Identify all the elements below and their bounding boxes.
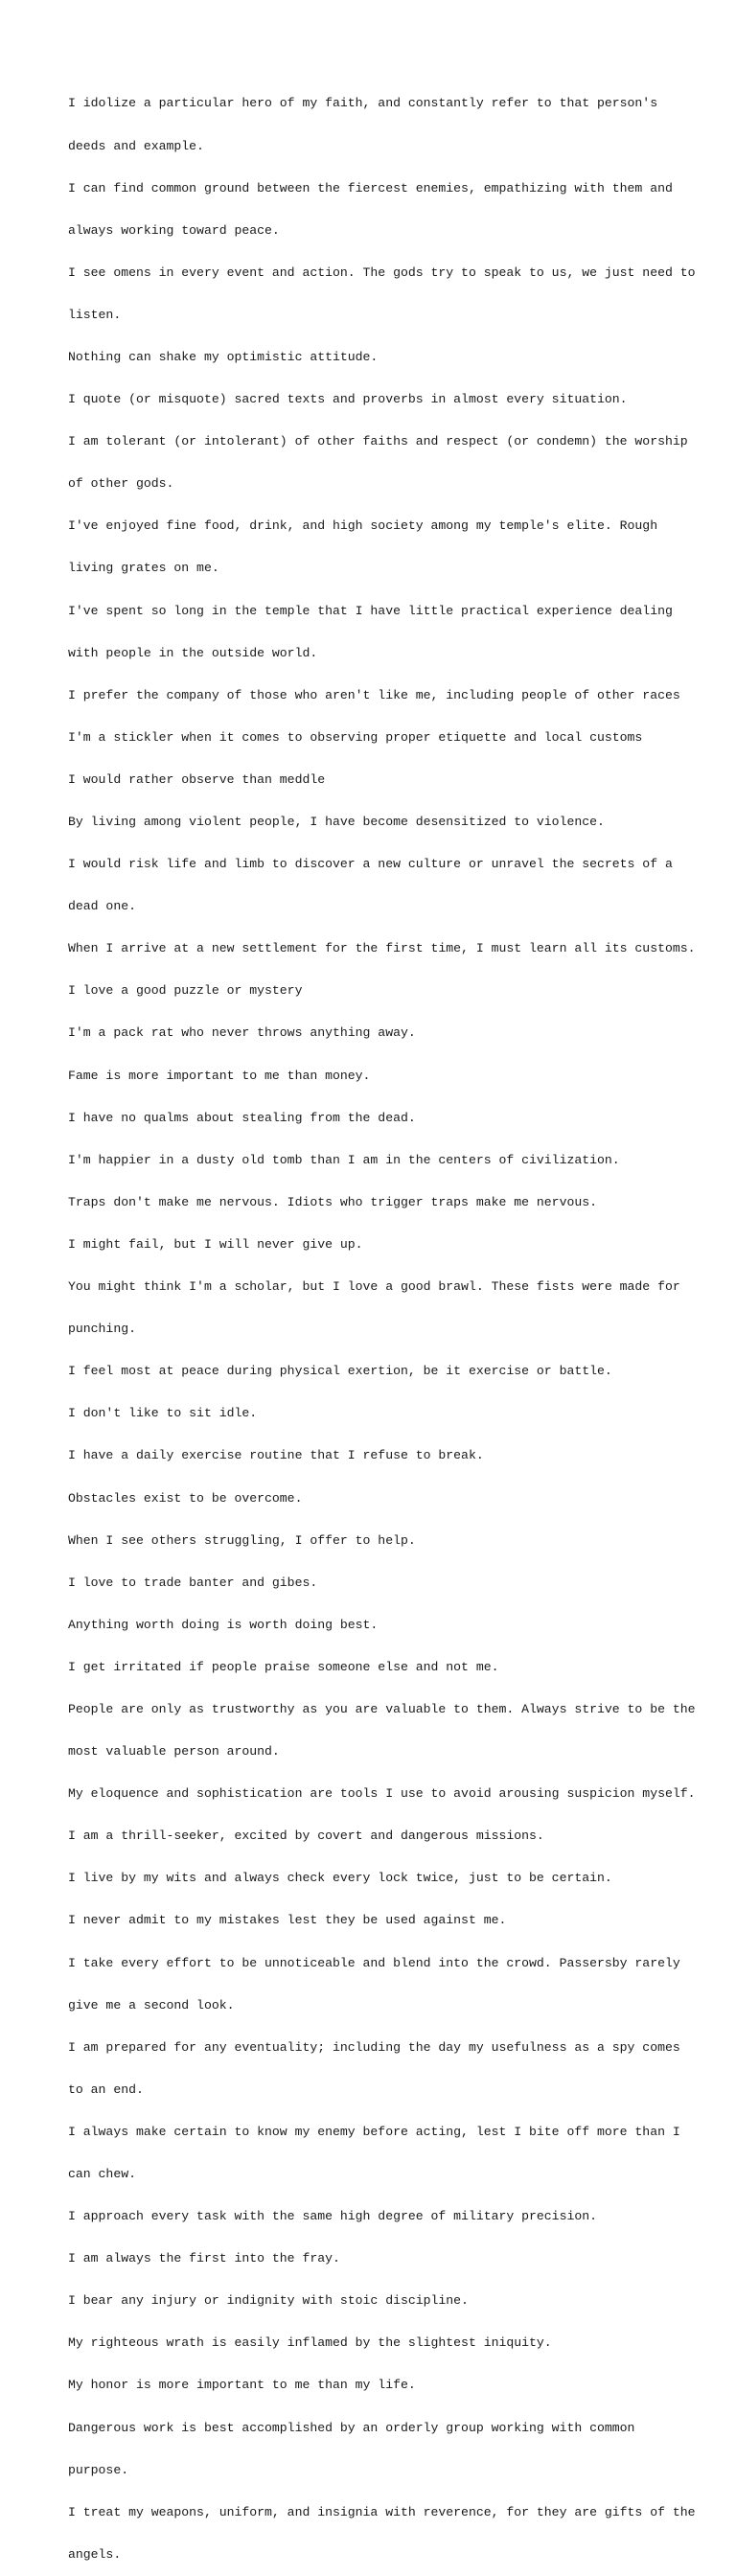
text-line: Nothing can shake my optimistic attitude. <box>68 349 379 364</box>
text-line: My honor is more important to me than my life. <box>68 2378 416 2393</box>
text-line: When I see others struggling, I offer to help. <box>68 1532 416 1548</box>
document-body <box>68 69 696 2576</box>
text-line: dead one. <box>68 899 136 914</box>
text-line: My eloquence and sophistication are tools I use to avoid arousing suspicion myself. <box>68 1786 696 1802</box>
text-line: of other gods. <box>68 476 174 492</box>
text-line: I am tolerant (or intolerant) of other faiths and respect (or condemn) the worship <box>68 434 688 449</box>
text-line: I would risk life and limb to discover a new culture or unravel the secrets of a <box>68 857 673 872</box>
text-line: I'm a pack rat who never throws anything away. <box>68 1025 416 1041</box>
text-line: I can find common ground between the fiercest enemies, empathizing with them and <box>68 180 673 196</box>
text-line: I feel most at peace during physical exertion, be it exercise or battle. <box>68 1364 612 1379</box>
text-line: living grates on me. <box>68 561 219 576</box>
text-line: I would rather observe than meddle <box>68 771 326 787</box>
text-line: I treat my weapons, uniform, and insignia with reverence, for they are gifts of the <box>68 2504 696 2519</box>
text-line: to an end. <box>68 2082 144 2097</box>
text-line: I have no qualms about stealing from the dead. <box>68 1110 416 1125</box>
text-line: listen. <box>68 307 122 322</box>
text-line: I bear any injury or indignity with stoic discipline. <box>68 2293 469 2309</box>
text-line: I am a thrill-seeker, excited by covert and dangerous missions. <box>68 1828 544 1844</box>
text-line: I approach every task with the same high degree of military precision. <box>68 2209 597 2224</box>
text-line: angels. <box>68 2546 122 2562</box>
text-line: most valuable person around. <box>68 1744 280 1760</box>
text-line: My righteous wrath is easily inflamed by the slightest iniquity. <box>68 2335 552 2351</box>
text-line: I might fail, but I will never give up. <box>68 1236 363 1252</box>
text-line: I always make certain to know my enemy before acting, lest I bite off more than I <box>68 2124 680 2139</box>
text-line: I'm happier in a dusty old tomb than I am in the centers of civilization. <box>68 1152 620 1167</box>
text-line: I love to trade banter and gibes. <box>68 1575 318 1590</box>
text-line: I prefer the company of those who aren't like me, including people of other races <box>68 687 680 702</box>
text-line: give me a second look. <box>68 1997 235 2012</box>
text-line: purpose. <box>68 2462 129 2477</box>
text-line: with people in the outside world. <box>68 645 318 660</box>
text-line: Obstacles exist to be overcome. <box>68 1490 303 1506</box>
text-line: Dangerous work is best accomplished by an orderly group working with common <box>68 2420 635 2435</box>
text-line: I have a daily exercise routine that I refuse to break. <box>68 1448 484 1463</box>
text-line: can chew. <box>68 2167 136 2181</box>
text-line: deeds and example. <box>68 138 204 153</box>
text-line: I've spent so long in the temple that I have little practical experience dealing <box>68 603 673 618</box>
text-line: I love a good puzzle or mystery <box>68 983 303 999</box>
text-line: I am prepared for any eventuality; including the day my usefulness as a spy comes <box>68 2039 680 2055</box>
text-line: I am always the first into the fray. <box>68 2251 340 2266</box>
text-line: Fame is more important to me than money. <box>68 1068 371 1083</box>
text-line: I get irritated if people praise someone else and not me. <box>68 1659 499 1674</box>
text-line: When I arrive at a new settlement for the first time, I must learn all its customs. <box>68 941 696 956</box>
text-line: punching. <box>68 1322 136 1337</box>
text-line: Anything worth doing is worth doing best. <box>68 1617 379 1632</box>
text-line: I've enjoyed fine food, drink, and high society among my temple's elite. Rough <box>68 518 658 534</box>
text-line: always working toward peace. <box>68 222 280 238</box>
text-line: I idolize a particular hero of my faith, and constantly refer to that person's <box>68 96 658 111</box>
text-line: You might think I'm a scholar, but I love a good brawl. These fists were made for <box>68 1279 680 1295</box>
text-line: By living among violent people, I have become desensitized to violence. <box>68 815 605 829</box>
text-line: I quote (or misquote) sacred texts and proverbs in almost every situation. <box>68 392 628 407</box>
text-line: I don't like to sit idle. <box>68 1406 258 1421</box>
text-line: I see omens in every event and action. The gods try to speak to us, we just need to <box>68 264 696 280</box>
text-line: I'm a stickler when it comes to observing proper etiquette and local customs <box>68 729 643 745</box>
text-line: People are only as trustworthy as you are valuable to them. Always strive to be the <box>68 1701 696 1716</box>
text-line: Traps don't make me nervous. Idiots who trigger traps make me nervous. <box>68 1194 597 1209</box>
text-line: I live by my wits and always check every lock twice, just to be certain. <box>68 1871 612 1886</box>
text-line: I take every effort to be unnoticeable and blend into the crowd. Passersby rarely <box>68 1955 680 1970</box>
text-line: I never admit to my mistakes lest they be used against me. <box>68 1913 507 1928</box>
